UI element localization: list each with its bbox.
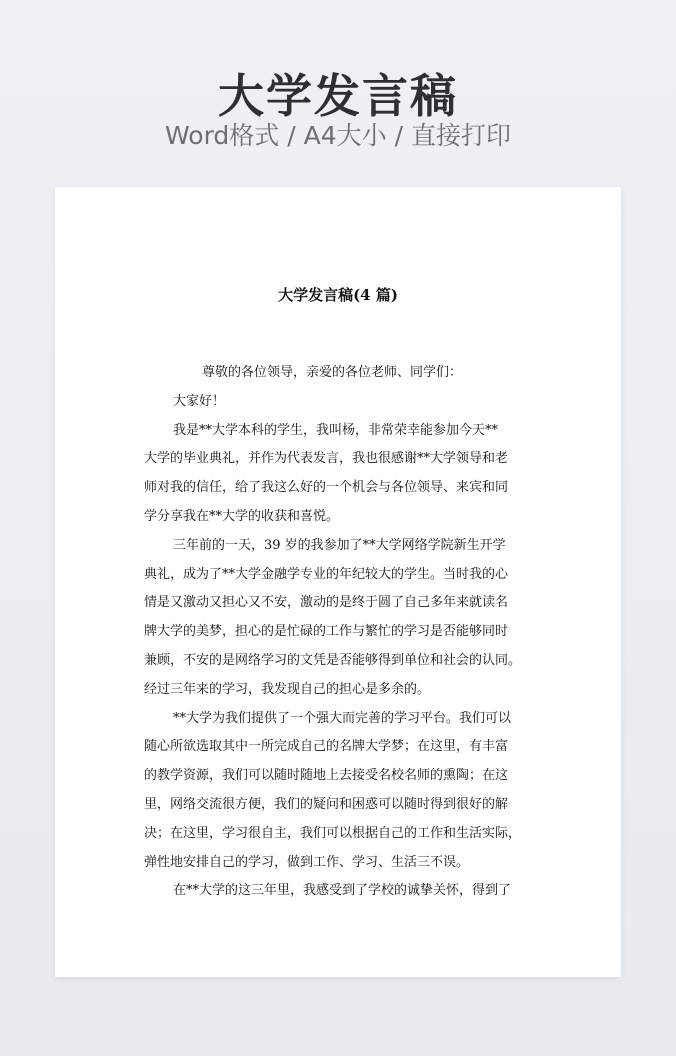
paragraph-line: 牌大学的美梦，担心的是忙碌的工作与繁忙的学习是否能够同时 (144, 624, 509, 640)
paragraph-line: 三年前的一天，39 岁的我参加了**大学网络学院新生开学 (173, 537, 506, 553)
paragraph-line: 大学的毕业典礼，并作为代表发言，我也很感谢**大学领导和老 (144, 451, 509, 467)
paragraph-line: 情是又激动又担心又不安，激动的是终于圆了自己多年来就读名 (144, 595, 509, 611)
document-title: 大学发言稿(4 篇) (278, 286, 398, 304)
document-body (144, 359, 540, 906)
paragraph-line: 随心所欲选取其中一所完成自己的名牌大学梦；在这里，有丰富 (144, 739, 509, 755)
page-subtitle: Word格式 / A4大小 / 直接打印 (165, 121, 511, 150)
paragraph-line: 决；在这里，学习很自主，我们可以根据自己的工作和生活实际， (144, 825, 522, 841)
paragraph-line: 师对我的信任，给了我这么好的一个机会与各位领导、来宾和同 (144, 480, 509, 496)
paragraph-line: 学分享我在**大学的收获和喜悦。 (144, 508, 340, 524)
paragraph-line: 经过三年来的学习，我发现自己的担心是多余的。 (144, 681, 431, 697)
salutation-line: 尊敬的各位领导，亲爱的各位老师、同学们： (202, 365, 463, 380)
paragraph-line: 我是**大学本科的学生，我叫杨，非常荣幸能参加今天** (173, 422, 499, 438)
paragraph-line: 里，网络交流很方便，我们的疑问和困惑可以随时得到很好的解 (144, 796, 509, 812)
paragraph-line: 弹性地安排自己的学习，做到工作、学习、生活三不误。 (144, 854, 470, 870)
paragraph-line: 在**大学的这三年里，我感受到了学校的诚挚关怀，得到了 (173, 883, 512, 899)
paragraph-line: 兼顾，不安的是网络学习的文凭是否能够得到单位和社会的认同。 (144, 652, 522, 668)
paragraph-line: 典礼，成为了**大学金融学专业的年纪较大的学生。当时我的心 (144, 566, 509, 582)
page-title: 大学发言稿 (218, 69, 458, 123)
paragraph-line: **大学为我们提供了一个强大而完善的学习平台。我们可以 (173, 710, 512, 726)
paragraph-line: 的教学资源，我们可以随时随地上去接受名校名师的熏陶；在这 (144, 768, 509, 784)
greeting-line: 大家好！ (173, 393, 226, 409)
